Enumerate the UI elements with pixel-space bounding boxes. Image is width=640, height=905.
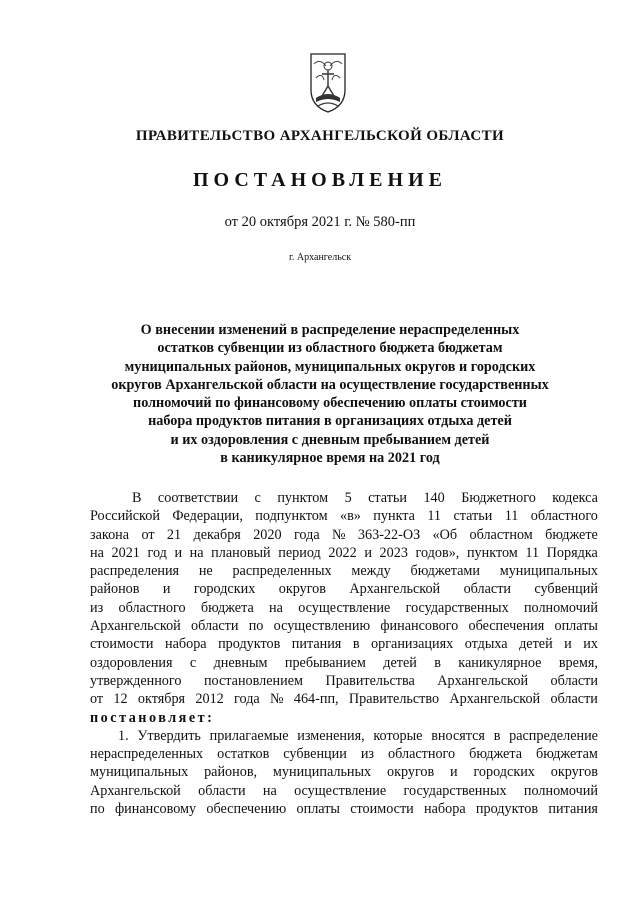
word: дневным	[213, 654, 268, 671]
word: округов	[386, 764, 435, 781]
word: время,	[558, 654, 598, 671]
word: бюджета	[469, 746, 523, 763]
word: детей	[383, 654, 417, 671]
word: 5	[344, 490, 352, 506]
word: с	[254, 490, 261, 506]
word: финансовому	[114, 801, 197, 818]
word: и	[564, 636, 572, 653]
word: муниципальных	[499, 563, 598, 580]
word: Архангельской	[90, 618, 181, 635]
word: субвенции	[283, 746, 347, 763]
word: набора	[165, 636, 207, 653]
word: от	[90, 691, 104, 708]
word: утвержденного	[90, 672, 182, 689]
word: 363-22-ОЗ	[357, 526, 421, 543]
word: Утвердить	[137, 727, 201, 744]
word: в	[493, 727, 501, 744]
word: бюджетами	[410, 563, 480, 580]
title-line: муниципальных районов, муниципальных округов и городских	[124, 358, 536, 375]
word: по	[248, 618, 264, 635]
word: Правительство	[348, 691, 440, 708]
word: осуществление	[294, 782, 387, 799]
word: в	[352, 636, 360, 653]
title-line: в каникулярное время на 2021 год	[220, 450, 440, 467]
word: бюджете	[545, 526, 598, 543]
word: изменения,	[297, 727, 365, 744]
word: их	[583, 636, 598, 653]
coat-of-arms-icon	[308, 50, 348, 114]
word: оплаты	[554, 618, 598, 635]
word: Правительства	[325, 672, 415, 689]
word: районов,	[204, 764, 258, 781]
word: областного	[530, 508, 598, 525]
word: года	[234, 691, 260, 708]
word: осуществление	[298, 599, 391, 616]
word: округов	[278, 581, 326, 598]
word: статьи	[368, 490, 407, 506]
word: государственных	[405, 599, 509, 616]
word: и	[162, 581, 171, 598]
word: Порядка	[546, 544, 598, 561]
title-line: О внесении изменений в распределение нераспределенных	[140, 322, 520, 338]
text-line	[90, 635, 598, 653]
word: 2012	[195, 691, 224, 708]
document-title	[100, 321, 560, 467]
word: между	[351, 563, 391, 580]
text-line	[90, 580, 598, 598]
text-line	[90, 782, 598, 800]
word: осуществлению	[273, 618, 371, 635]
city: г. Архангельск	[288, 252, 352, 263]
word: которые	[373, 727, 423, 744]
word: 2021	[111, 544, 140, 561]
word: годов»,	[415, 544, 460, 561]
word: областном	[469, 526, 533, 543]
word: Архангельской	[449, 691, 541, 708]
text-line	[90, 544, 598, 562]
word: питания	[548, 801, 598, 818]
word: Российской	[90, 508, 160, 525]
word: каникулярное	[458, 654, 542, 671]
word: пунктом	[466, 544, 518, 561]
word: оздоровления	[90, 654, 173, 671]
word: 1.	[118, 727, 129, 744]
word: на	[262, 782, 277, 799]
word: области	[463, 581, 511, 598]
word: года	[293, 526, 320, 543]
word: октября	[137, 691, 186, 708]
word: 2022	[328, 544, 357, 561]
word: статьи	[453, 508, 493, 525]
resolves-line	[90, 709, 598, 727]
word: на	[189, 544, 204, 561]
word: №	[332, 526, 346, 543]
word: области	[550, 691, 598, 708]
word: декабря	[193, 526, 241, 543]
word: области	[198, 782, 246, 799]
word: на	[90, 544, 104, 561]
word: продуктов	[475, 801, 539, 818]
resolves-word: постановляет	[90, 709, 208, 726]
word: не	[198, 563, 213, 580]
word: Архангельской	[90, 782, 181, 799]
word: от	[141, 526, 155, 543]
word: городских	[473, 764, 535, 781]
word: детей	[519, 636, 553, 653]
word: 140	[423, 490, 445, 506]
government-name: ПРАВИТЕЛЬСТВО АРХАНГЕЛЬСКОЙ ОБЛАСТИ	[135, 128, 505, 144]
title-line: и их оздоровления с дневным пребыванием детей	[170, 431, 490, 448]
text-line	[90, 507, 598, 525]
document-type: ПОСТАНОВЛЕНИЕ	[193, 169, 447, 191]
word: В	[132, 490, 142, 506]
title-line: полномочий по финансовому обеспечению оплаты стоимости	[133, 395, 527, 412]
word: «Об	[432, 526, 458, 543]
word: остатков	[217, 746, 270, 763]
title-line: округов Архангельской области на осуществление государственных	[111, 376, 549, 393]
word: распределения	[90, 563, 180, 580]
word: питания	[291, 636, 342, 653]
word: пункта	[373, 508, 415, 525]
word: Федерации,	[172, 508, 243, 525]
title-line: остатков субвенции из областного бюджета бюджетам	[157, 340, 503, 357]
word: период	[278, 544, 321, 561]
text-line	[90, 690, 598, 708]
word: муниципальных	[272, 764, 372, 781]
word: стоимости	[90, 636, 154, 653]
preamble-paragraph	[90, 489, 598, 709]
word: из	[360, 746, 375, 763]
word: Архангельской	[349, 581, 441, 598]
word: соответствии	[157, 490, 239, 506]
word: 2023	[379, 544, 408, 561]
word: области	[191, 618, 239, 635]
word: 11	[427, 508, 442, 525]
text-line	[90, 745, 598, 763]
word: округов	[550, 764, 598, 781]
word: государственных	[403, 782, 507, 799]
word: подпунктом	[255, 508, 328, 525]
word: 11	[504, 508, 519, 525]
word: 464-пп,	[293, 691, 339, 708]
word: полномочий	[523, 599, 598, 616]
word: Архангельской	[437, 672, 529, 689]
word: по	[90, 801, 105, 818]
word: закона	[90, 526, 130, 543]
word: распределение	[509, 727, 598, 744]
word: и	[174, 544, 183, 561]
text-line	[90, 763, 598, 781]
title-line: набора продуктов питания в организациях отдыха детей	[148, 413, 512, 430]
word: пунктом	[277, 490, 329, 506]
text-line	[90, 617, 598, 635]
text-line	[90, 562, 598, 580]
word: области	[550, 672, 598, 689]
word: бюджета	[200, 599, 254, 616]
word: муниципальных	[90, 764, 189, 781]
text-line	[90, 672, 598, 690]
text-line	[90, 800, 598, 818]
word: полномочий	[523, 782, 598, 799]
word: Бюджетного	[461, 490, 536, 506]
word: плановый	[211, 544, 271, 561]
word: кодекса	[552, 490, 598, 506]
text-line	[90, 599, 598, 617]
word: нераспределенных	[90, 746, 204, 763]
word: областного	[118, 599, 186, 616]
word: продуктов	[218, 636, 281, 653]
word: оплаты	[296, 801, 340, 818]
item-1-paragraph	[90, 727, 598, 818]
word: постановлением	[203, 672, 303, 689]
word: финансового	[380, 618, 459, 635]
word: набора	[424, 801, 466, 818]
word: №	[270, 691, 284, 708]
word: в	[434, 654, 441, 671]
word: и	[364, 544, 372, 561]
word: обеспечению	[206, 801, 287, 818]
word: 12	[113, 691, 128, 708]
date-and-number: от 20 октября 2021 г. № 580-пп	[224, 214, 416, 230]
text-line	[90, 727, 598, 745]
text-line	[90, 489, 598, 507]
word: и	[450, 764, 458, 781]
word: стоимости	[350, 801, 414, 818]
word: 2020	[253, 526, 282, 543]
word: бюджетам	[536, 746, 598, 763]
word: субвенций	[534, 581, 598, 598]
word: обеспечения	[468, 618, 545, 635]
word: районов	[90, 581, 140, 598]
word: «в»	[340, 508, 361, 525]
word: из	[90, 599, 104, 616]
word: прилагаемые	[209, 727, 289, 744]
word: на	[269, 599, 283, 616]
word: вносятся	[431, 727, 485, 744]
word: городских	[193, 581, 256, 598]
word: 11	[525, 544, 540, 561]
word: распределенных	[232, 563, 332, 580]
text-line	[90, 654, 598, 672]
word: год	[147, 544, 167, 561]
word: отдыха	[464, 636, 508, 653]
resolves-colon: :	[207, 709, 215, 726]
word: организациях	[371, 636, 454, 653]
word: пребыванием	[284, 654, 366, 671]
word: с	[189, 654, 197, 671]
word: областного	[388, 746, 456, 763]
text-line	[90, 526, 598, 544]
word: 21	[166, 526, 182, 543]
